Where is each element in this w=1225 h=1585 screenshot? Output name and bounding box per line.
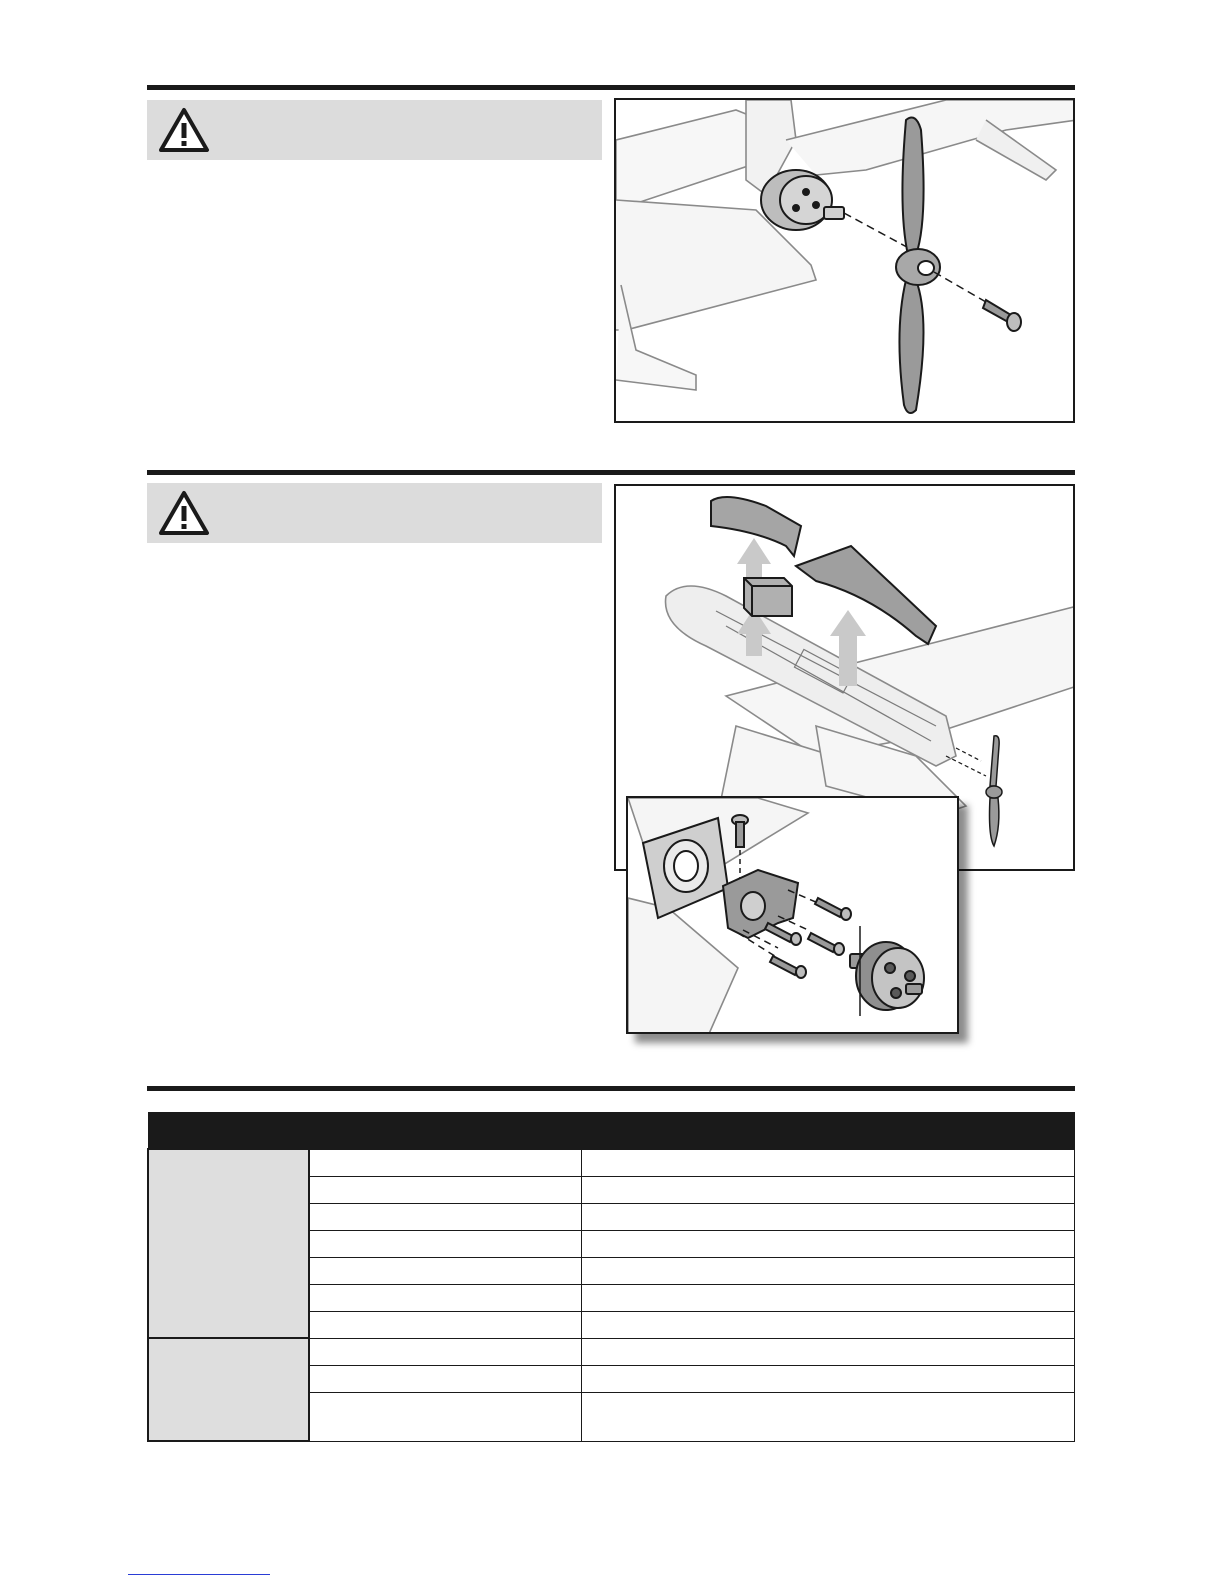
- propeller-installation-figure: [614, 98, 1075, 423]
- table-solution: [582, 1149, 1075, 1176]
- warning-banner-2: [147, 483, 602, 543]
- table-solution: [582, 1257, 1075, 1284]
- table-category: [148, 1149, 309, 1338]
- table-solution: [582, 1230, 1075, 1257]
- table-category: [148, 1338, 309, 1441]
- table-cause: [309, 1311, 582, 1338]
- table-solution: [582, 1311, 1075, 1338]
- motor-mount-inset: [626, 796, 959, 1034]
- section-rule-top: [147, 85, 1075, 90]
- warning-triangle-icon: [157, 106, 211, 154]
- troubleshooting-table: [147, 1112, 1075, 1442]
- table-cause: [309, 1284, 582, 1311]
- table-cause: [309, 1257, 582, 1284]
- table-header-row: [148, 1112, 1075, 1149]
- table-solution: [582, 1338, 1075, 1365]
- table-header-solution: [582, 1112, 1075, 1149]
- warning-banner-1: [147, 100, 602, 160]
- table-cause: [309, 1392, 582, 1441]
- footer-link-underline[interactable]: [128, 1574, 270, 1575]
- table-cause: [309, 1230, 582, 1257]
- table-solution: [582, 1284, 1075, 1311]
- table-row: [148, 1149, 1075, 1176]
- table-row: [148, 1338, 1075, 1365]
- table-cause: [309, 1365, 582, 1392]
- table-cause: [309, 1203, 582, 1230]
- table-cause: [309, 1149, 582, 1176]
- warning-triangle-icon: [157, 489, 211, 537]
- section-rule-middle: [147, 470, 1075, 475]
- table-solution: [582, 1176, 1075, 1203]
- table-header-category: [148, 1112, 309, 1149]
- table-cause: [309, 1338, 582, 1365]
- table-solution: [582, 1203, 1075, 1230]
- table-cause: [309, 1176, 582, 1203]
- section-rule-bottom: [147, 1086, 1075, 1091]
- table-header-cause: [309, 1112, 582, 1149]
- table-solution: [582, 1365, 1075, 1392]
- table-solution: [582, 1392, 1075, 1441]
